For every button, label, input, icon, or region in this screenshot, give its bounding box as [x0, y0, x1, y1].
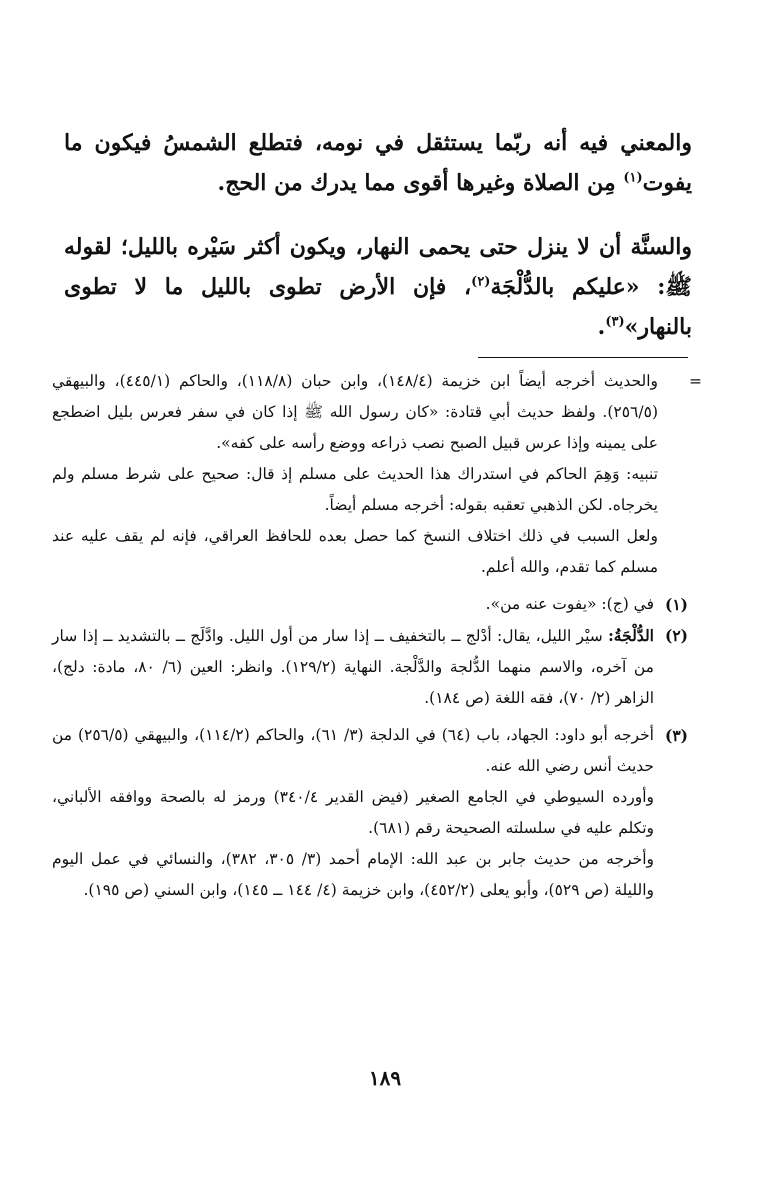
- main-text: مِن الصلاة وغيرها أقوى مما يدرك من الحج.: [217, 170, 624, 196]
- main-paragraph-1: [64, 123, 692, 203]
- footnote-3: [52, 720, 688, 906]
- footnote-text: في (ج): «يفوت عنه من».: [485, 595, 654, 613]
- footnote-separator: [478, 357, 688, 358]
- main-paragraph-2: [64, 227, 692, 347]
- main-text: والسنَّة أن لا ينزل حتى يحمى النهار، ويكون أكثر سَيْره بالليل؛ لقوله ﷺ: «عليكم بالدُّلْجَة: [64, 234, 692, 300]
- footnote-body: سيْر الليل، يقال: أدْلج ــ بالتخفيف ــ إذا سار من أول الليل. وادَّلَج ــ بالتشديد ــ إذا سار من آخره، والاسم منهما الدُّلجة والدَّلْجة. النهاية (١٢٩/٢). وانظر: العين (٦/ ٨٠، مادة: دلج)، الزاهر (٢/ ٧٠)، فقه اللغة (ص ١٨٤).: [52, 627, 654, 707]
- footnote-2: [52, 620, 688, 714]
- footnote-paragraph: وأخرجه من حديث جابر بن عبد الله: الإمام أحمد (٣/ ٣٠٥، ٣٨٢)، والنسائي في عمل اليوم والليلة (ص ٥٢٩)، وأبو يعلى (٤٥٢/٢)، وابن خزيمة (٤/ ١٤٤ ــ ١٤٥)، وابن السني (ص ١٩٥).: [52, 850, 654, 899]
- footnote-number: (١): [664, 595, 688, 614]
- main-text: والمعني فيه أنه ربّما يستثقل في نومه، فتطلع الشمسُ فيكون ما يفوت: [64, 130, 692, 196]
- main-text: ، فإن الأرض تطوى بالليل ما لا تطوى بالنهار»: [64, 274, 692, 340]
- main-text: .: [597, 314, 606, 340]
- footnote-ref-3[interactable]: (٣): [605, 314, 625, 330]
- footnote-paragraph: ولعل السبب في ذلك اختلاف النسخ كما حصل بعده للحافظ العراقي، فإنه لم يقف عليه عند مسلم كما تقدم، والله أعلم.: [52, 527, 658, 576]
- footnote-paragraph: أخرجه أبو داود: الجهاد، باب (٦٤) في الدلجة (٣/ ٦١)، والحاكم (١١٤/٢)، والبيهقي (٢٥٦/٥) من حديث أنس رضي الله عنه.: [52, 726, 654, 775]
- footnote-continuation: [52, 366, 702, 583]
- footnote-ref-2[interactable]: (٢): [471, 274, 491, 290]
- footnote-number: (٢): [664, 626, 688, 645]
- page-number: ١٨٩: [368, 1066, 402, 1090]
- footnote-paragraph: تنبيه: وَهِمَ الحاكم في استدراك هذا الحديث على مسلم إذ قال: صحيح على شرط مسلم ولم يخرجاه. لكن الذهبي تعقبه بقوله: أخرجه مسلم أيضاً.: [52, 465, 658, 514]
- footnotes: [52, 366, 702, 906]
- footnote-keyword: الدُّلْجَةُ:: [608, 626, 654, 645]
- footnote-ref-1[interactable]: (١): [623, 170, 643, 186]
- footnote-paragraph: والحديث أخرجه أيضاً ابن خزيمة (١٤٨/٤)، وابن حبان (١١٨/٨)، والحاكم (٤٤٥/١)، والبيهقي (٢٥٦/٥). ولفظ حديث أبي قتادة: «كان رسول الله ﷺ إذا كان في سفر فعرس بليل اضطجع على يمينه وإذا عرس قبيل الصبح نصب ذراعه ووضع رأسه على كفه».: [52, 372, 659, 452]
- footnote-paragraph: وأورده السيوطي في الجامع الصغير (فيض القدير ٣٤٠/٤) ورمز له بالصحة ووافقه الألباني، وتكلم عليه في سلسلته الصحيحة رقم (٦٨١).: [52, 788, 654, 837]
- footnote-text: [52, 620, 654, 714]
- continuation-mark: =: [689, 372, 702, 390]
- footnote-1: [52, 589, 688, 620]
- footnote-number: (٣): [664, 726, 688, 745]
